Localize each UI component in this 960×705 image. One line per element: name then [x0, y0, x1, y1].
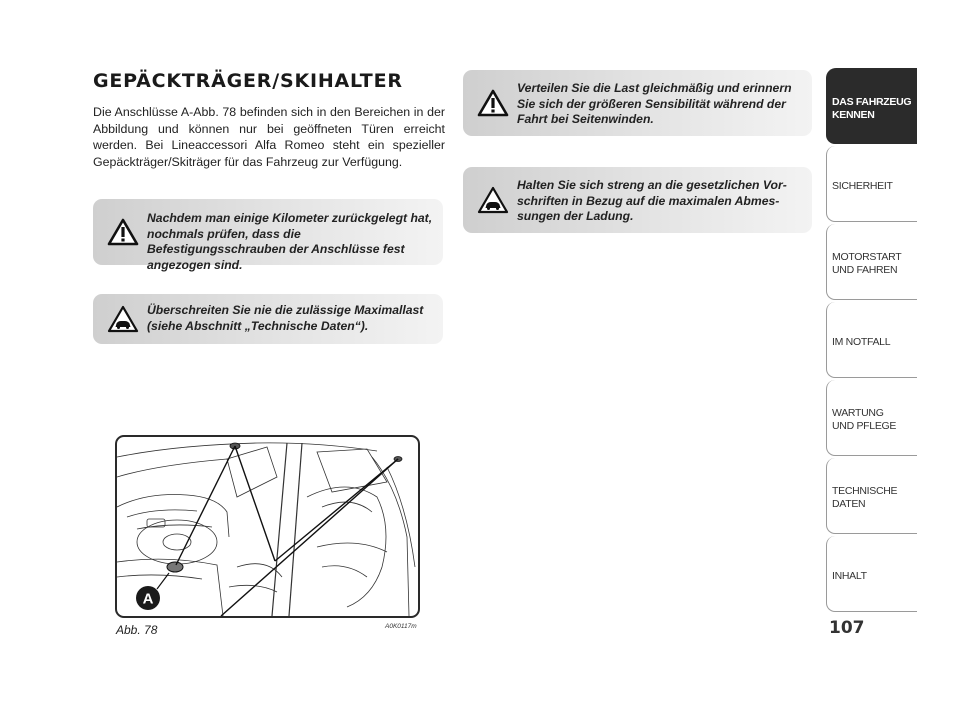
car-interior-illustration	[117, 437, 418, 616]
warning-box-2	[93, 294, 443, 344]
intro-paragraph: Die Anschlüsse A-Abb. 78 befinden sich in den Bereichen in der Abbildung und können nur bei geöffneten Türen erreicht werden. Bei Lineaccessori Alfa Romeo steht ein spezieller Gepäckträger/Skiträger für das Fahrzeug zur Verfügung.	[93, 105, 445, 169]
tab-sicherheit[interactable]	[826, 146, 917, 222]
tab-label: DAS FAHRZEUG KENNEN	[832, 96, 912, 121]
tab-technische-daten[interactable]	[826, 458, 917, 534]
car-triangle-icon	[107, 305, 139, 333]
page-number: 107	[829, 618, 865, 638]
warning-box-3	[463, 70, 812, 136]
warning-box-1	[93, 199, 443, 272]
warning-text-2: Überschreiten Sie nie die zulässige Maximallast (siehe Abschnitt „Technische Daten“).	[147, 303, 424, 333]
tab-wartung-und-pflege[interactable]	[826, 380, 917, 456]
tab-im-notfall[interactable]	[826, 302, 917, 378]
tab-label: WARTUNG UND PFLEGE	[832, 407, 897, 432]
warning-text-4: Halten Sie sich streng an die gesetzlichen Vorschriften in Bezug auf die maximalen Abmessungen der Ladung.	[517, 178, 787, 223]
section-title: GEPÄCKTRÄGER/SKIHALTER	[93, 70, 403, 92]
car-triangle-icon	[477, 186, 509, 214]
warning-text-1: Nachdem man einige Kilometer zurückgelegt hat, nochmals prüfen, dass die Befestigungsschrauben der Anschlüsse fest angezogen sind.	[147, 211, 433, 272]
tab-label: TECHNISCHE DATEN	[832, 485, 898, 510]
figure-caption: Abb. 78	[116, 623, 158, 637]
tab-motorstart-und-fahren[interactable]	[826, 224, 917, 300]
warning-triangle-icon	[107, 218, 139, 246]
callout-label-a: A	[142, 590, 154, 608]
figure-abb-78	[115, 435, 420, 618]
figure-code: A0K0117m	[385, 623, 417, 630]
tab-label: IM NOTFALL	[832, 336, 891, 348]
warning-box-4	[463, 167, 812, 233]
tab-label: MOTORSTART UND FAHREN	[832, 251, 902, 276]
warning-triangle-icon	[477, 89, 509, 117]
tab-inhalt[interactable]	[826, 536, 917, 612]
tab-label: SICHERHEIT	[832, 180, 893, 192]
tab-label: INHALT	[832, 570, 867, 582]
tab-das-fahrzeug-kennen[interactable]	[826, 68, 917, 144]
warning-text-3: Verteilen Sie die Last gleichmäßig und erinnern Sie sich der größeren Sensibilität während der Fahrt bei Seitenwinden.	[517, 81, 792, 126]
